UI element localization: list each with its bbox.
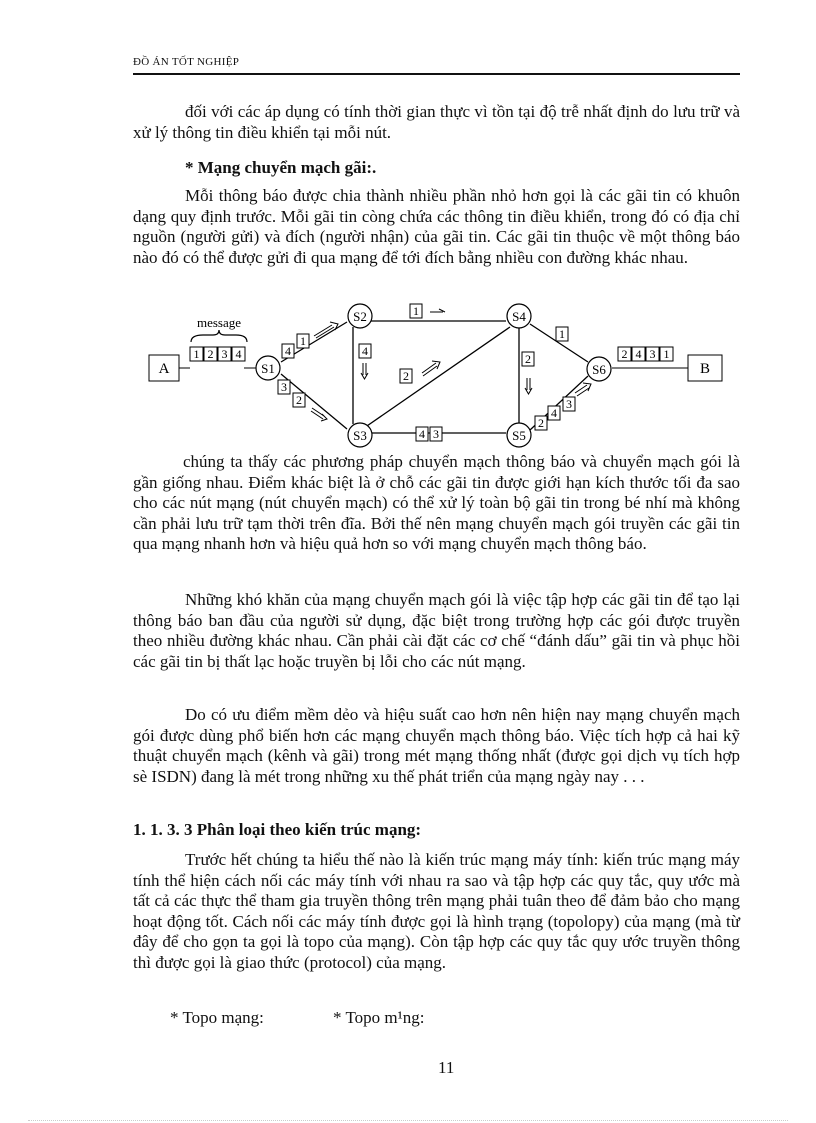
svg-text:4: 4 [419, 427, 425, 441]
svg-text:4: 4 [551, 406, 557, 420]
svg-text:2: 2 [403, 369, 409, 383]
bullet-topo-2: * Topo m¹ng: [333, 1008, 425, 1027]
node-s2 [348, 304, 372, 328]
svg-text:4: 4 [235, 347, 242, 361]
packets-s1-s3 [278, 380, 305, 407]
heading-section-1-1-3-3: 1. 1. 3. 3 Phân loại theo kiến trúc mạng: [133, 820, 422, 839]
page-header: ĐỒ ÁN TỐT NGHIỆP [133, 56, 240, 68]
heading-packet-switching: * Mạng chuyển mạch gãi:. [185, 158, 377, 177]
footer-rule [28, 1120, 788, 1121]
svg-text:4: 4 [285, 344, 291, 358]
svg-text:S3: S3 [353, 428, 367, 443]
svg-text:1: 1 [300, 334, 306, 348]
svg-text:S4: S4 [512, 309, 526, 324]
svg-text:2: 2 [621, 347, 628, 361]
message-label: message [196, 315, 242, 330]
svg-text:3: 3 [566, 397, 572, 411]
paragraph-3: chúng ta thấy các phương pháp chuyển mạch thông báo và chuyển mạch gói là gần giống nhau. Điểm khác biệt là ở chỗ các gãi tin được giới hạn kích thước tối đa sao cho các nút mạng (nút chuyển mạch) có thể xử lý toàn bộ gãi tin trong bé nhí mà không cần phải lưu trữ tạm thời trên đĩa. Bởi thế nên mạng chuyển mạch gói truyền các gãi tin qua mạng nhanh hơn và hiệu quả hơn so với mạng chuyển mạch thông báo. [133, 452, 740, 553]
node-s1 [256, 356, 280, 380]
message-brace [191, 330, 247, 342]
svg-text:3: 3 [281, 380, 287, 394]
node-s3 [348, 423, 372, 447]
svg-text:4: 4 [362, 344, 368, 358]
endpoint-b-label: B [699, 361, 711, 377]
bullet-topo-1: * Topo mạng: [170, 1008, 264, 1027]
packet-s3-s4 [400, 369, 412, 383]
svg-text:1: 1 [559, 327, 565, 341]
packet-switching-diagram [140, 300, 740, 448]
header-rule [133, 73, 740, 75]
svg-text:1: 1 [663, 347, 670, 361]
svg-text:S1: S1 [261, 361, 275, 376]
packets-s1-s2 [282, 334, 309, 358]
node-s4 [507, 304, 531, 328]
packets-s5-s6 [535, 397, 575, 430]
node-s5 [507, 423, 531, 447]
paragraph-4: Những khó khăn của mạng chuyển mạch gói là việc tập hợp các gãi tin để tạo lại thông báo ban đầu của người sử dụng, đặc biệt trong trường hợp các gói được truyền theo nhiều đường khác nhau. Cần phải cài đặt các cơ chế “đánh dấu” gãi tin và phục hồi các gãi tin bị thất lạc hoặc truyền bị lỗi cho các nút mạng. [133, 590, 740, 671]
node-s6 [587, 357, 611, 381]
paragraph-6: Trước hết chúng ta hiểu thế nào là kiến trúc mạng máy tính: kiến trúc mạng máy tính thể hiện cách nối các máy tính với nhau ra sao và tập hợp các quy tắc, quy ước mà tất cả các thực thể tham gia truyền thông trên mạng phải tuân theo để đảm bảo cho mạng hoạt động tốt. Cách nối các máy tính được gọi là hình trạng (topolopy) của mạng (mà từ đây để cho gọn ta gọi là topo của mạng). Còn tập hợp các quy tắc quy ước truyền thông thì được gọi là giao thức (protocol) của mạng. [133, 850, 740, 972]
packet-s4-s6 [556, 327, 568, 341]
svg-text:S5: S5 [512, 428, 526, 443]
svg-text:3: 3 [649, 347, 656, 361]
svg-text:1: 1 [413, 304, 419, 318]
packet-s2-s3 [359, 344, 371, 358]
svg-text:2: 2 [296, 393, 302, 407]
svg-text:2: 2 [207, 347, 214, 361]
svg-text:1: 1 [193, 347, 200, 361]
arrival-packets [618, 347, 673, 361]
paragraph-2: Mỗi thông báo được chia thành nhiều phần nhỏ hơn gọi là các gãi tin có khuôn dạng quy định trước. Mỗi gãi tin còng chứa các thông tin điều khiển, trong đó có địa chỉ nguồn (người gửi) và đích (người nhận) của gãi tin. Các gãi tin thuộc về một thông báo nào đó có thể được gửi đi qua mạng để tới đích bằng nhiều con đường khác nhau. [133, 186, 740, 267]
endpoint-a-label: A [158, 361, 170, 377]
packet-s4-s5 [522, 352, 534, 366]
svg-text:S6: S6 [592, 362, 606, 377]
svg-text:2: 2 [538, 416, 544, 430]
svg-text:3: 3 [221, 347, 228, 361]
paragraph-5: Do có ưu điểm mềm dẻo và hiệu suất cao hơn nên hiện nay mạng chuyển mạch gói được dùng phổ biến hơn các mạng chuyển mạch thông báo. Việc tích hợp cả hai kỹ thuật chuyển mạch (kênh và gãi) trong mét mạng thống nhất (được gọi dịch vụ tích hợp sè ISDN) đang là mét trong những xu thế phát triển của mạng ngày nay . . . [133, 705, 740, 786]
packet-s2-s4 [410, 304, 422, 318]
packets-s3-s5 [416, 427, 442, 441]
paragraph-1: đối với các áp dụng có tính thời gian thực vì tồn tại độ trễ nhất định do lưu trữ và xử lý thông tin điều khiển tại mỗi nút. [133, 102, 740, 142]
svg-text:4: 4 [635, 347, 642, 361]
svg-text:3: 3 [433, 427, 439, 441]
page-number: 11 [438, 1058, 455, 1077]
svg-text:2: 2 [525, 352, 531, 366]
svg-text:S2: S2 [353, 309, 367, 324]
message-packets [190, 347, 245, 361]
